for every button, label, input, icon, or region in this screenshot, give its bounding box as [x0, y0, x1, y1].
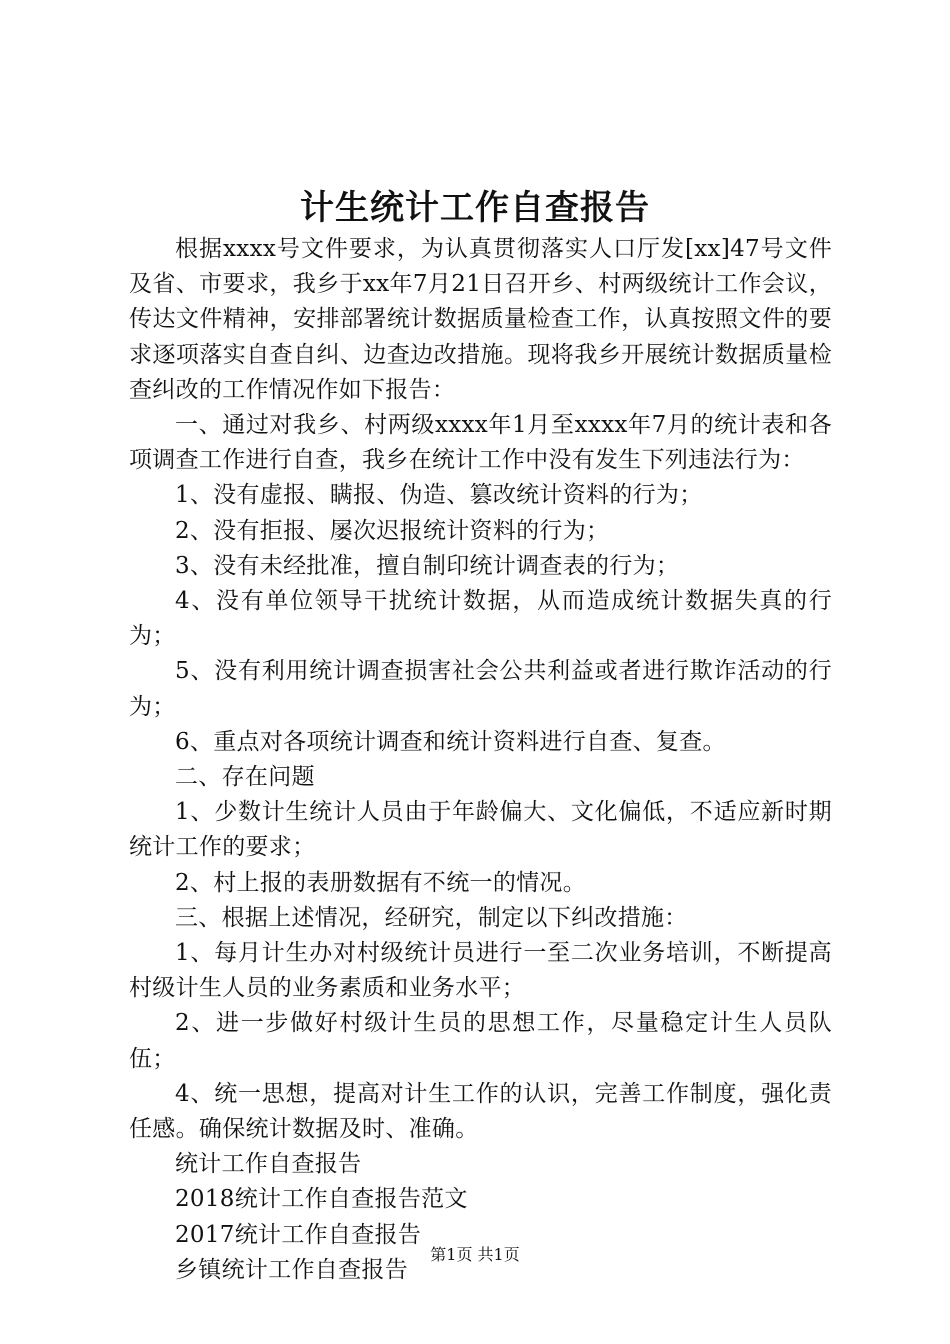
list-item: 3、没有未经批准，擅自制印统计调查表的行为；: [175, 552, 680, 579]
list-item: 5、没有利用统计调查损害社会公共利益或者进行欺诈活动的行为；: [129, 658, 832, 720]
list-item: 1、每月计生办对村级统计员进行一至二次业务培训，不断提高村级计生人员的业务素质和业务水平；: [129, 940, 832, 1002]
list-item: 2、村上报的表册数据有不统一的情况。: [175, 869, 587, 896]
related-title: 乡镇统计工作自查报告: [175, 1256, 408, 1283]
paragraph-intro: 根据xxxx号文件要求，为认真贯彻落实人口厅发[xx]47号文件及省、市要求，我乡于xx年7月21日召开乡、村两级统计工作会议，传达文件精神，安排部署统计数据质量检查工作，认真按照文件的要求逐项落实自查自纠、边查边改措施。现将我乡开展统计数据质量检查纠改的工作情况作如下报告：: [129, 236, 832, 403]
related-title: 2017统计工作自查报告: [175, 1221, 422, 1248]
list-item: 4、没有单位领导干扰统计数据，从而造成统计数据失真的行为；: [129, 588, 832, 650]
list-item: 1、少数计生统计人员由于年龄偏大、文化偏低，不适应新时期统计工作的要求；: [129, 799, 832, 861]
related-title: 统计工作自查报告: [175, 1151, 362, 1178]
page-footer: 第1页 共1页: [430, 1245, 520, 1264]
paragraph-section-1: 一、通过对我乡、村两级xxxx年1月至xxxx年7月的统计表和各项调查工作进行自查，我乡在统计工作中没有发生下列违法行为：: [129, 412, 832, 474]
list-item: 1、没有虚报、瞒报、伪造、篡改统计资料的行为；: [175, 482, 703, 509]
list-item: 2、没有拒报、屡次迟报统计资料的行为；: [175, 517, 610, 544]
list-item: 4、统一思想，提高对计生工作的认识，完善工作制度，强化责任感。确保统计数据及时、准确。: [129, 1080, 832, 1143]
related-title: 2018统计工作自查报告范文: [175, 1186, 468, 1213]
list-item: 2、进一步做好村级计生员的思想工作，尽量稳定计生人员队伍；: [129, 1010, 832, 1072]
section-heading-measures: 三、根据上述情况，经研究，制定以下纠改措施：: [175, 904, 688, 931]
document-title: 计生统计工作自查报告: [300, 188, 650, 228]
document-body: [129, 232, 832, 1288]
section-heading-problems: 二、存在问题: [175, 764, 315, 791]
list-item: 6、重点对各项统计调查和统计资料进行自查、复查。: [175, 728, 726, 755]
